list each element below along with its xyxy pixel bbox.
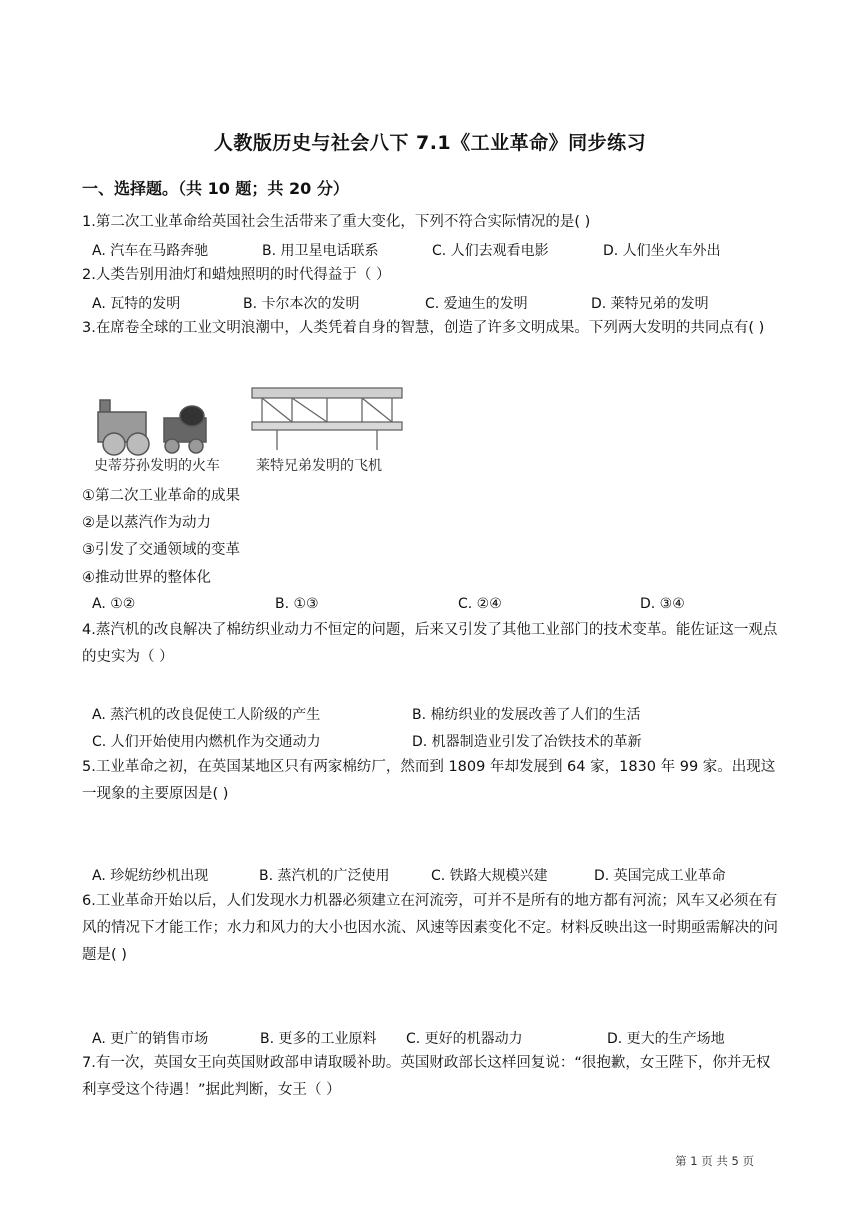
q3-option-a[interactable]: A. ①② (92, 596, 136, 612)
q3-item-2: ②是以蒸汽作为动力 (82, 515, 211, 531)
q1-option-a[interactable]: A. 汽车在马路奔驰 (92, 243, 209, 259)
q3-option-c[interactable]: C. ②④ (458, 596, 502, 612)
airplane-caption: 莱特兄弟发明的飞机 (256, 458, 382, 474)
question-5: 5.工业革命之初，在英国某地区只有两家棉纺厂，然而到 1809 年却发展到 64 家，1830 年 99 家。出现这一现象的主要原因是( ) (82, 759, 776, 802)
q4-option-a[interactable]: A. 蒸汽机的改良促使工人阶级的产生 (92, 707, 321, 723)
q2-option-b[interactable]: B. 卡尔本次的发明 (243, 296, 360, 312)
q3-item-1: ①第二次工业革命的成果 (82, 488, 240, 504)
question-7: 7.有一次，英国女王向英国财政部申请取暖补助。英国财政部长这样回复说：“很抱歉，女王陛下，你并无权利享受这个待遇！”据此判断，女王（ ） (82, 1055, 771, 1098)
question-2: 2.人类告别用油灯和蜡烛照明的时代得益于（ ） (82, 267, 391, 283)
q3-option-b[interactable]: B. ①③ (275, 596, 319, 612)
train-caption: 史蒂芬孙发明的火车 (94, 458, 220, 474)
q4-option-d[interactable]: D. 机器制造业引发了冶铁技术的革新 (412, 734, 642, 750)
q3-item-3: ③引发了交通领域的变革 (82, 542, 240, 558)
q2-option-c[interactable]: C. 爱迪生的发明 (425, 296, 528, 312)
q5-option-d[interactable]: D. 英国完成工业革命 (594, 868, 726, 884)
q3-item-4: ④推动世界的整体化 (82, 570, 211, 586)
page-number: 第 1 页 共 5 页 (675, 1154, 754, 1168)
q6-option-c[interactable]: C. 更好的机器动力 (406, 1031, 523, 1047)
q1-option-b[interactable]: B. 用卫星电话联系 (262, 243, 379, 259)
inventions-figure (92, 372, 412, 480)
q4-option-b[interactable]: B. 棉纺织业的发展改善了人们的生活 (412, 707, 641, 723)
q1-option-d[interactable]: D. 人们坐火车外出 (603, 243, 721, 259)
q5-option-b[interactable]: B. 蒸汽机的广泛使用 (259, 868, 390, 884)
question-3: 3.在席卷全球的工业文明浪潮中，人类凭着自身的智慧，创造了许多文明成果。下列两大发明的共同点有( ) (82, 320, 765, 336)
section-heading: 一、选择题。（共 10 题；共 20 分） (82, 179, 349, 198)
q4-option-c[interactable]: C. 人们开始使用内燃机作为交通动力 (92, 734, 321, 750)
q2-option-a[interactable]: A. 瓦特的发明 (92, 296, 181, 312)
q2-option-d[interactable]: D. 莱特兄弟的发明 (591, 296, 709, 312)
q6-option-a[interactable]: A. 更广的销售市场 (92, 1031, 209, 1047)
q1-option-c[interactable]: C. 人们去观看电影 (432, 243, 549, 259)
q3-option-d[interactable]: D. ③④ (640, 596, 685, 612)
q5-option-c[interactable]: C. 铁路大规模兴建 (431, 868, 548, 884)
q5-option-a[interactable]: A. 珍妮纺纱机出现 (92, 868, 209, 884)
page-title: 人教版历史与社会八下 7.1《工业革命》同步练习 (213, 132, 647, 154)
question-6: 6.工业革命开始以后，人们发现水力机器必须建立在河流旁，可并不是所有的地方都有河流；风车又必须在有风的情况下才能工作；水力和风力的大小也因水流、风速等因素变化不定。材料反映出这一时期亟需解决的问题是( ) (82, 893, 778, 963)
question-1: 1.第二次工业革命给英国社会生活带来了重大变化，下列不符合实际情况的是( ) (82, 214, 591, 230)
q6-option-b[interactable]: B. 更多的工业原料 (260, 1031, 377, 1047)
q6-option-d[interactable]: D. 更大的生产场地 (607, 1031, 725, 1047)
question-4: 4.蒸汽机的改良解决了棉纺织业动力不恒定的问题，后来又引发了其他工业部门的技术变革。能佐证这一观点的史实为（ ） (82, 622, 778, 665)
